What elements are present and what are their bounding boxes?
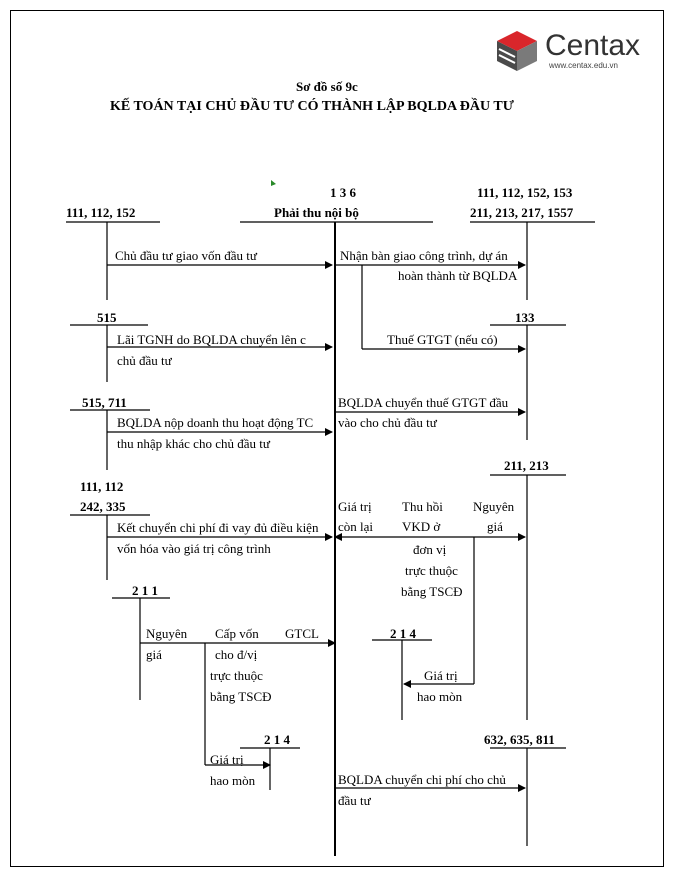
label-nguyen-2: Nguyên [146, 626, 188, 641]
label-vkd-o: VKD ở [402, 519, 441, 534]
account-133: 133 [515, 310, 535, 325]
label-giao-von: Chủ đầu tư giao vốn đầu tư [115, 248, 257, 263]
account-214-right: 2 1 4 [390, 626, 416, 641]
account-515: 515 [97, 310, 117, 325]
label-truc-thuoc-2: trực thuộc [210, 668, 263, 683]
logo-url: www.centax.edu.vn [549, 61, 618, 70]
label-chuyen-chi-phi-2: đầu tư [338, 793, 371, 808]
account-136-code: 1 3 6 [330, 185, 356, 200]
label-gtcl: GTCL [285, 626, 319, 641]
label-gia: giá [487, 519, 503, 534]
label-nhan-ban-giao-2: hoàn thành từ BQLDA [398, 268, 518, 283]
account-136-name: Phải thu nội bộ [274, 205, 359, 220]
account-214-lower: 2 1 4 [264, 732, 290, 747]
label-bang-tscd: bằng TSCĐ [401, 584, 463, 599]
green-mark-icon [271, 180, 276, 186]
account-111-112: 111, 112 [80, 479, 124, 494]
label-chuyen-thue-1: BQLDA chuyển thuế GTGT đầu [338, 395, 509, 410]
label-nop-doanh-thu-2: thu nhập khác cho chủ đầu tư [117, 436, 270, 451]
label-cap-von: Cấp vốn [215, 626, 259, 641]
label-ket-chuyen-2: vốn hóa vào giá trị công trình [117, 541, 271, 556]
label-lai-tgnh-1: Lãi TGNH do BQLDA chuyển lên c [117, 332, 306, 347]
label-chuyen-chi-phi-1: BQLDA chuyển chi phí cho chủ [338, 772, 506, 787]
label-nop-doanh-thu-1: BQLDA nộp doanh thu hoạt động TC [117, 415, 314, 430]
label-truc-thuoc: trực thuộc [405, 563, 458, 578]
label-thue-gtgt: Thuế GTGT (nếu có) [387, 332, 498, 347]
label-gia-tri: Giá trị [338, 499, 372, 514]
account-242-335: 242, 335 [80, 499, 126, 514]
label-chuyen-thue-2: vào cho chủ đầu tư [338, 415, 437, 430]
label-bang-tscd-2: bằng TSCĐ [210, 689, 272, 704]
label-thu-hoi: Thu hồi [402, 499, 443, 514]
logo-brand: Centax [545, 29, 641, 62]
label-cho-dvi: cho đ/vị [215, 647, 258, 662]
label-nhan-ban-giao-1: Nhận bàn giao công trình, dự án [340, 248, 508, 263]
label-ket-chuyen-1: Kết chuyển chi phí đi vay đủ điều kiện [117, 520, 319, 535]
label-gia-tri-hm-1: Giá trị [424, 668, 458, 683]
label-hao-mon-1: hao mòn [417, 689, 463, 704]
account-211-213-217-1557: 211, 213, 217, 1557 [470, 205, 574, 220]
account-211: 2 1 1 [132, 583, 158, 598]
account-515-711: 515, 711 [82, 395, 127, 410]
account-111-112-152-153: 111, 112, 152, 153 [477, 185, 573, 200]
label-lai-tgnh-2: chủ đầu tư [117, 353, 172, 368]
diagram-title: KẾ TOÁN TẠI CHỦ ĐẦU TƯ CÓ THÀNH LẬP BQLDA ĐẦU TƯ [110, 99, 514, 114]
label-hao-mon-2: hao mòn [210, 773, 256, 788]
diagram-number: Sơ đồ số 9c [296, 79, 358, 94]
account-632-635-811: 632, 635, 811 [484, 732, 555, 747]
label-gia-tri-hm-2: Giá trị [210, 752, 244, 767]
label-nguyen: Nguyên [473, 499, 515, 514]
account-111-112-152: 111, 112, 152 [66, 205, 136, 220]
label-con-lai: còn lại [338, 519, 374, 534]
label-gia-2: giá [146, 647, 162, 662]
label-don-vi: đơn vị [413, 542, 447, 557]
account-211-213: 211, 213 [504, 458, 549, 473]
